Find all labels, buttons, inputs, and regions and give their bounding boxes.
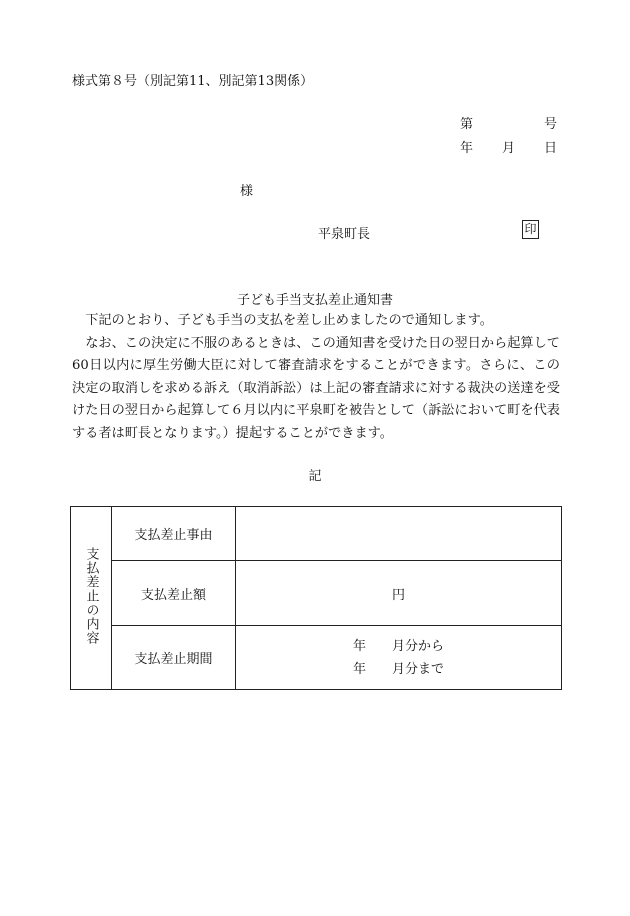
- addressee-suffix: 様: [240, 184, 254, 199]
- row-value-period: [236, 626, 562, 690]
- table-row: [71, 561, 562, 626]
- date-line: [460, 137, 557, 156]
- period-to-line: [236, 658, 561, 681]
- row-label-reason: 支払差止事由: [112, 507, 236, 561]
- side-label: 支払差止の内容: [83, 547, 99, 645]
- side-label-cell: [71, 507, 112, 690]
- date-month: 月: [501, 141, 515, 156]
- number-prefix: 第: [460, 117, 474, 132]
- period-to-month: 月分まで: [392, 661, 445, 677]
- period-from-month: 月分から: [392, 638, 445, 654]
- table-row: [71, 507, 562, 561]
- period-from-year: 年: [352, 638, 366, 654]
- suspension-details-table: [70, 506, 562, 690]
- row-label-period: 支払差止期間: [112, 626, 236, 690]
- number-suffix: 号: [543, 117, 557, 132]
- document-title: 子ども手当支払差止通知書: [236, 293, 393, 308]
- row-label-amount: 支払差止額: [112, 561, 236, 626]
- period-to-year: 年: [352, 661, 366, 677]
- form-number-heading: 様式第８号（別記第11、別記第13関係）: [72, 74, 314, 89]
- issuer-name: 平泉町長: [318, 227, 371, 242]
- period-from-line: [236, 635, 561, 658]
- row-value-amount: 円: [236, 561, 562, 626]
- seal-mark: 印: [522, 220, 539, 239]
- ki-heading: 記: [308, 469, 322, 484]
- row-value-reason: [236, 507, 562, 561]
- date-year: 年: [460, 141, 474, 156]
- notice-paragraph-1: 下記のとおり、子ども手当の支払を差し止めましたので通知します。: [85, 313, 493, 328]
- date-day: 日: [543, 141, 557, 156]
- notice-paragraph-2: なお、この決定に不服のあるときは、この通知書を受けた日の翌日から起算して60日以内に厚生労働大臣に対して審査請求をすることができます。さらに、この決定の取消しを求める訴え（取消訴訟）は上記の審査請求に対する裁決の送達を受けた日の翌日から起算して６月以内に平泉町を被告として（訴訟において町を代表する者は町長となります。）提起することができます。: [72, 335, 560, 441]
- notice-body: [72, 310, 560, 445]
- table-row: [71, 626, 562, 690]
- document-number-line: [460, 113, 557, 132]
